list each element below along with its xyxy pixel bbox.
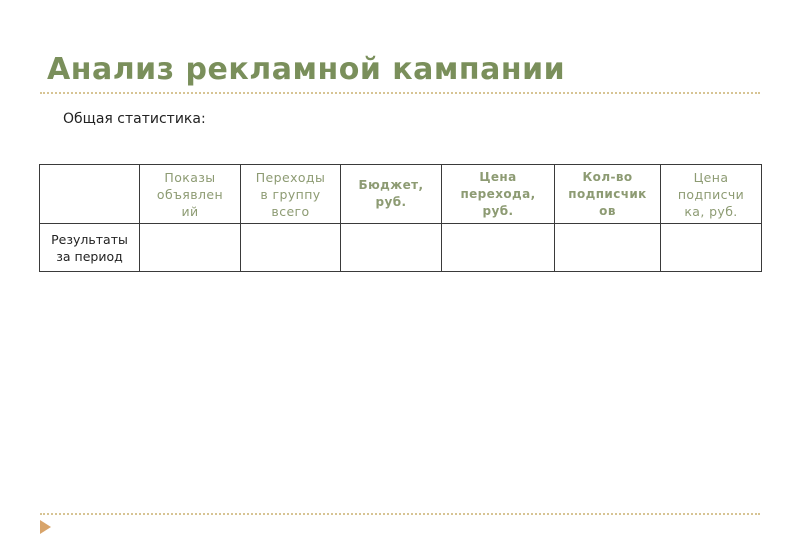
header-cell-clicks: Переходы в группу всего bbox=[241, 165, 341, 224]
title-divider bbox=[40, 92, 760, 94]
header-cell-subscribers: Кол-во подписчик ов bbox=[555, 165, 661, 224]
row-label-results: Результаты за период bbox=[40, 224, 140, 272]
table-cell-cost-per-subscriber bbox=[661, 224, 762, 272]
table-cell-subscribers bbox=[555, 224, 661, 272]
table-cell-budget bbox=[341, 224, 442, 272]
table-cell-impressions bbox=[140, 224, 241, 272]
table-cell-clicks bbox=[241, 224, 341, 272]
triangle-right-icon bbox=[40, 520, 51, 534]
table-row bbox=[40, 224, 762, 272]
header-cell-budget: Бюджет, руб. bbox=[341, 165, 442, 224]
footer-divider bbox=[40, 513, 760, 515]
header-cell-cost-per-subscriber: Цена подписчи ка, руб. bbox=[661, 165, 762, 224]
table-cell-cost-per-click bbox=[442, 224, 555, 272]
table-header-row bbox=[40, 165, 762, 224]
header-cell-impressions: Показы объявлен ий bbox=[140, 165, 241, 224]
page-title: Анализ рекламной кампании bbox=[47, 52, 566, 87]
header-cell-cost-per-click: Цена перехода, руб. bbox=[442, 165, 555, 224]
section-subtitle: Общая статистика: bbox=[63, 111, 206, 127]
statistics-table bbox=[39, 164, 762, 272]
header-cell-empty bbox=[40, 165, 140, 224]
